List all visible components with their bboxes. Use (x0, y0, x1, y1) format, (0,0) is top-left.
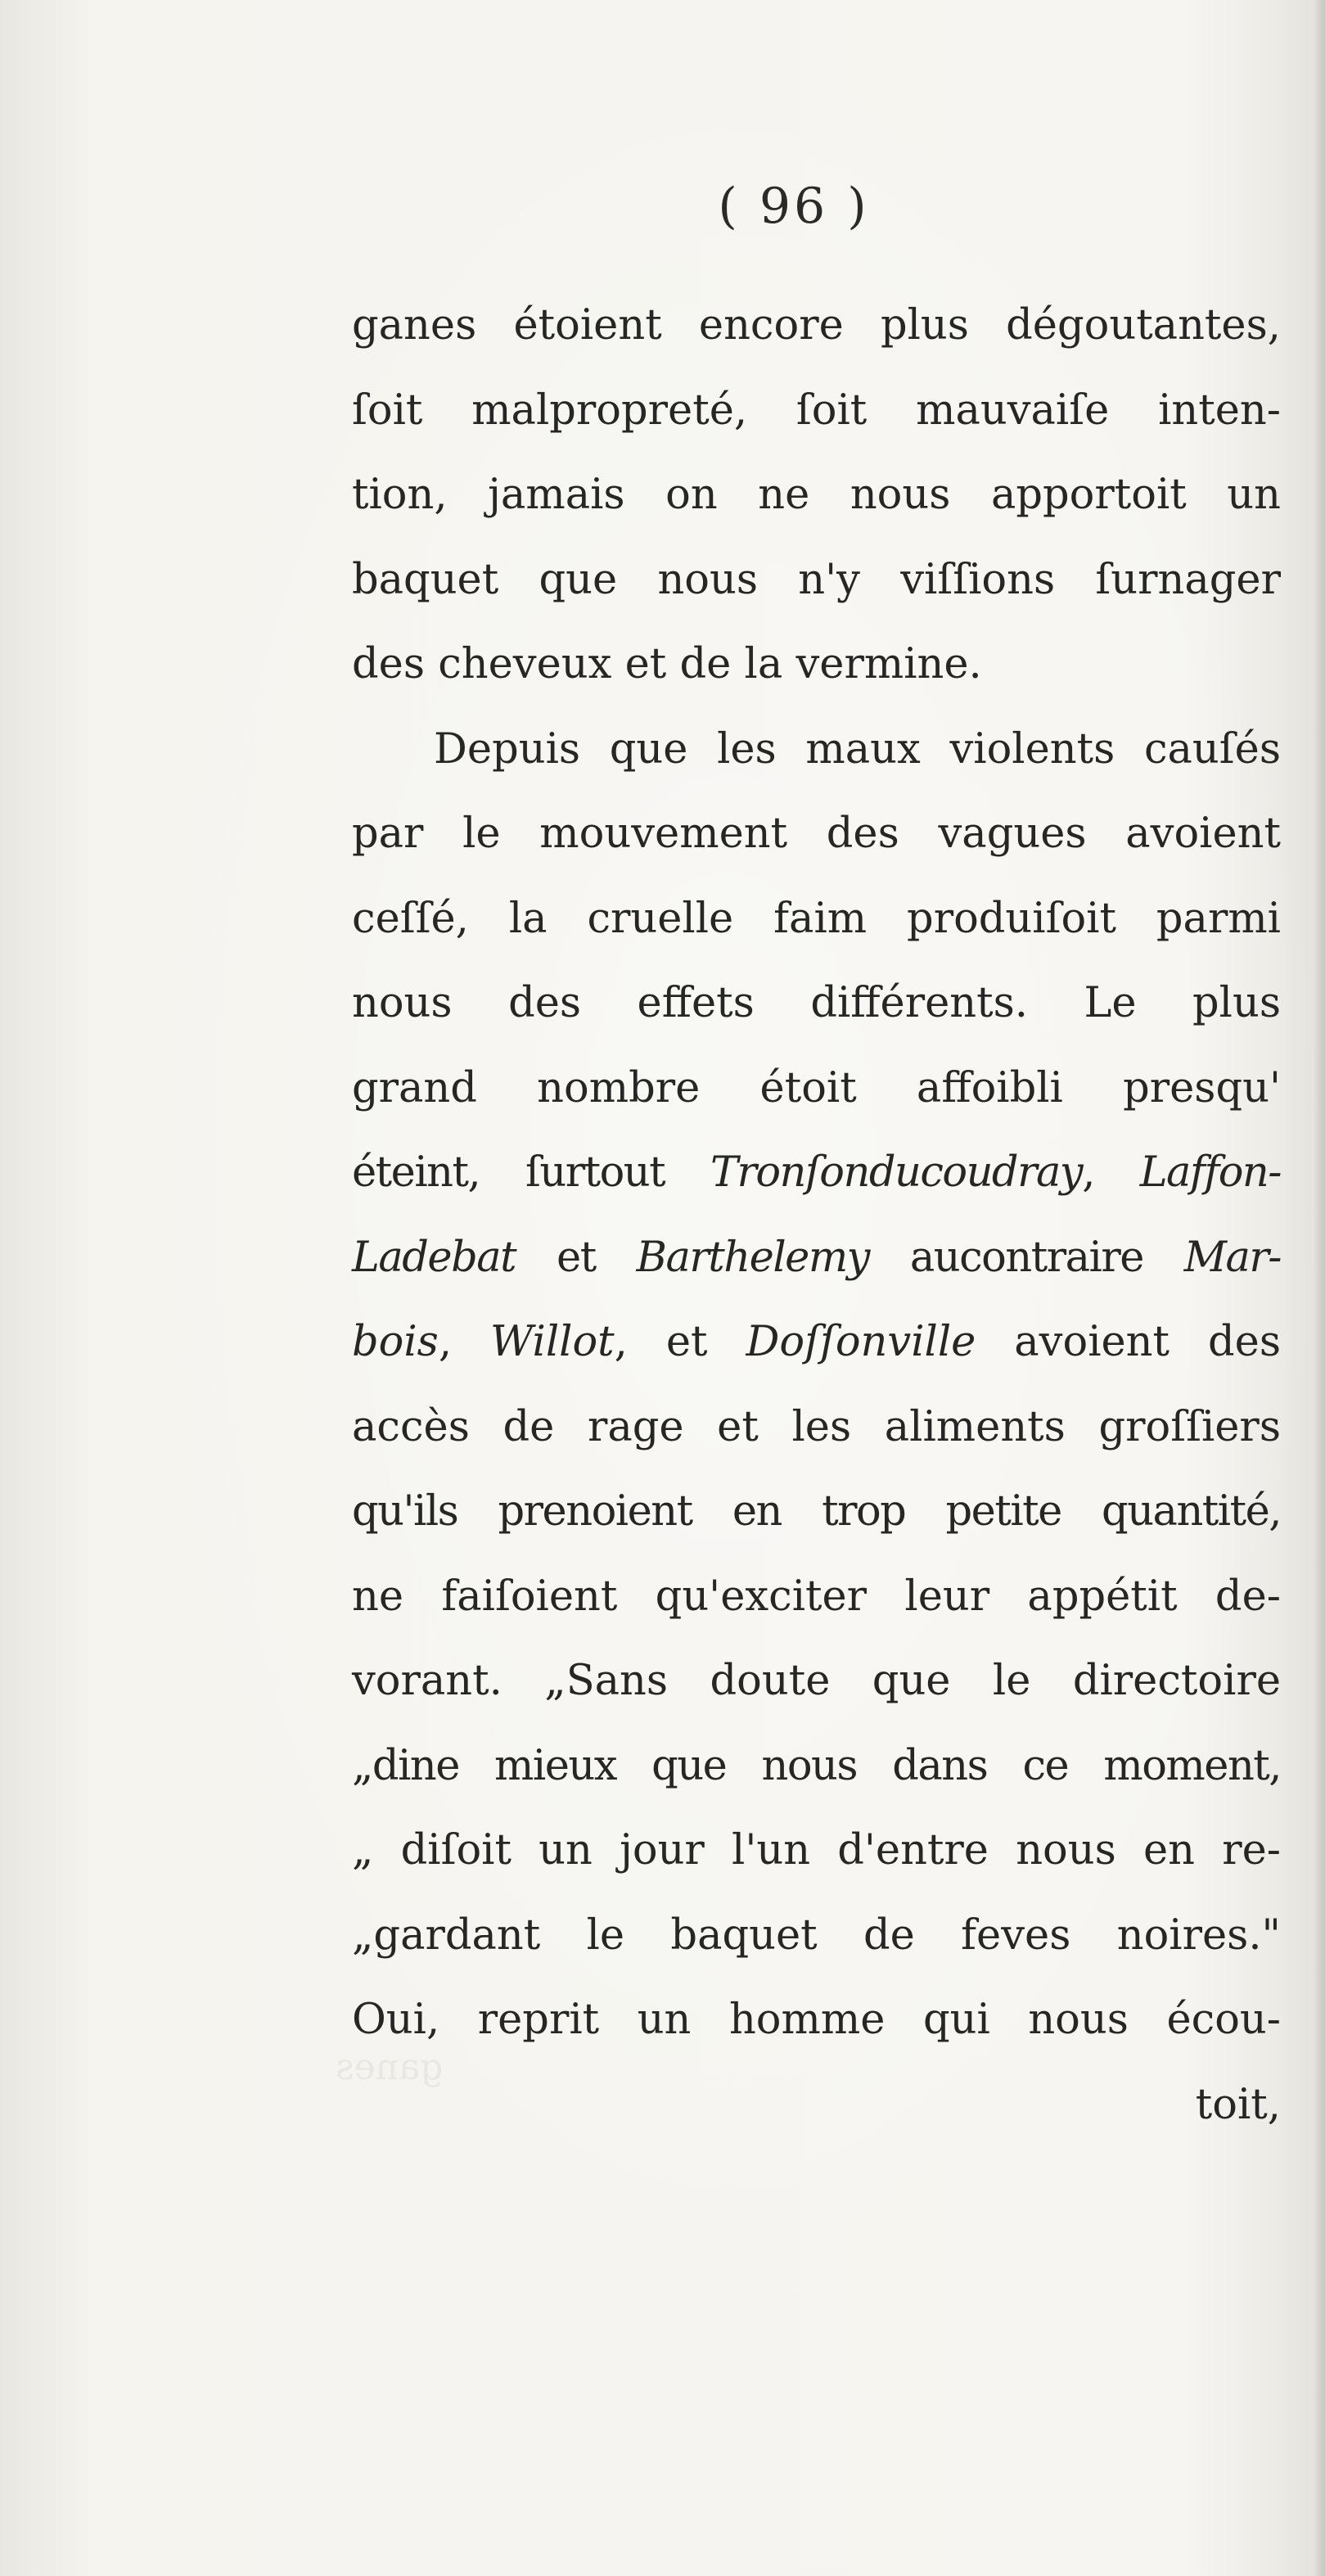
page-edge-shadow (1314, 0, 1325, 2576)
text-line: „gardant le baquet de feves noires." (352, 1911, 1281, 1960)
text-line: Depuis que les maux violents cauſés (434, 724, 1281, 774)
text-fragment: et (516, 1233, 637, 1282)
text-line: tion, jamais on ne nous apportoit un (352, 471, 1281, 519)
name-ladebat: Ladebat (352, 1233, 516, 1282)
text-line (352, 1216, 1281, 1301)
text-line: des cheveux et de la vermine. (352, 640, 982, 688)
bleed-through-text: ganes (336, 2046, 444, 2088)
name-willot: Willot (490, 1318, 615, 1366)
text-fragment: avoient des (976, 1318, 1281, 1366)
name-dossonville: Doſſonville (746, 1318, 976, 1366)
text-fragment: , (1082, 1148, 1140, 1197)
text-fragment: , et (614, 1318, 746, 1366)
text-line: ganes étoient encore plus dégoutantes, (352, 301, 1281, 350)
name-marbois-end: bois (352, 1318, 439, 1366)
page-number: ( 96 ) (718, 178, 870, 235)
text-line: accès de rage et les aliments groſſiers (352, 1402, 1281, 1451)
text-line: „dine mieux que nous dans ce moment, (352, 1741, 1281, 1790)
body-text (352, 283, 1281, 2147)
text-fragment: aucontraire (869, 1233, 1184, 1282)
text-fragment: éteint, ſurtout (352, 1148, 665, 1197)
text-fragment: , (438, 1318, 491, 1366)
name-barthelemy: Barthelemy (636, 1233, 869, 1282)
text-line: qu'ils prenoient en trop petite quantité, (352, 1487, 1281, 1536)
text-line: ſoit malpropreté, ſoit mauvaiſe inten- (352, 386, 1281, 435)
text-line: nous des effets différents. Le plus (352, 979, 1281, 1027)
text-line: baquet que nous n'y viſſions ſurnager (352, 555, 1281, 604)
catchword: toit, (1195, 2080, 1281, 2129)
text-line: ne faiſoient qu'exciter leur appétit de- (352, 1572, 1281, 1621)
text-line (352, 1300, 1281, 1385)
text-line: vorant. „Sans doute que le directoire (352, 1657, 1281, 1705)
text-line: Oui, reprit un homme qui nous écou- (352, 1996, 1281, 2044)
text-line: par le mouvement des vagues avoient (352, 810, 1281, 858)
text-line (352, 1130, 1281, 1216)
name-marbois: Mar- (1183, 1233, 1281, 1282)
name-laffon: Laffon- (1139, 1148, 1281, 1197)
text-line: grand nombre étoit affoibli presqu' (352, 1063, 1281, 1112)
text-line: „ diſoit un jour l'un d'entre nous en re- (352, 1826, 1281, 1874)
name-tronsonducoudray: Tronſonducoudray (710, 1148, 1083, 1197)
text-line: ceſſé, la cruelle faim produiſoit parmi (352, 894, 1281, 943)
